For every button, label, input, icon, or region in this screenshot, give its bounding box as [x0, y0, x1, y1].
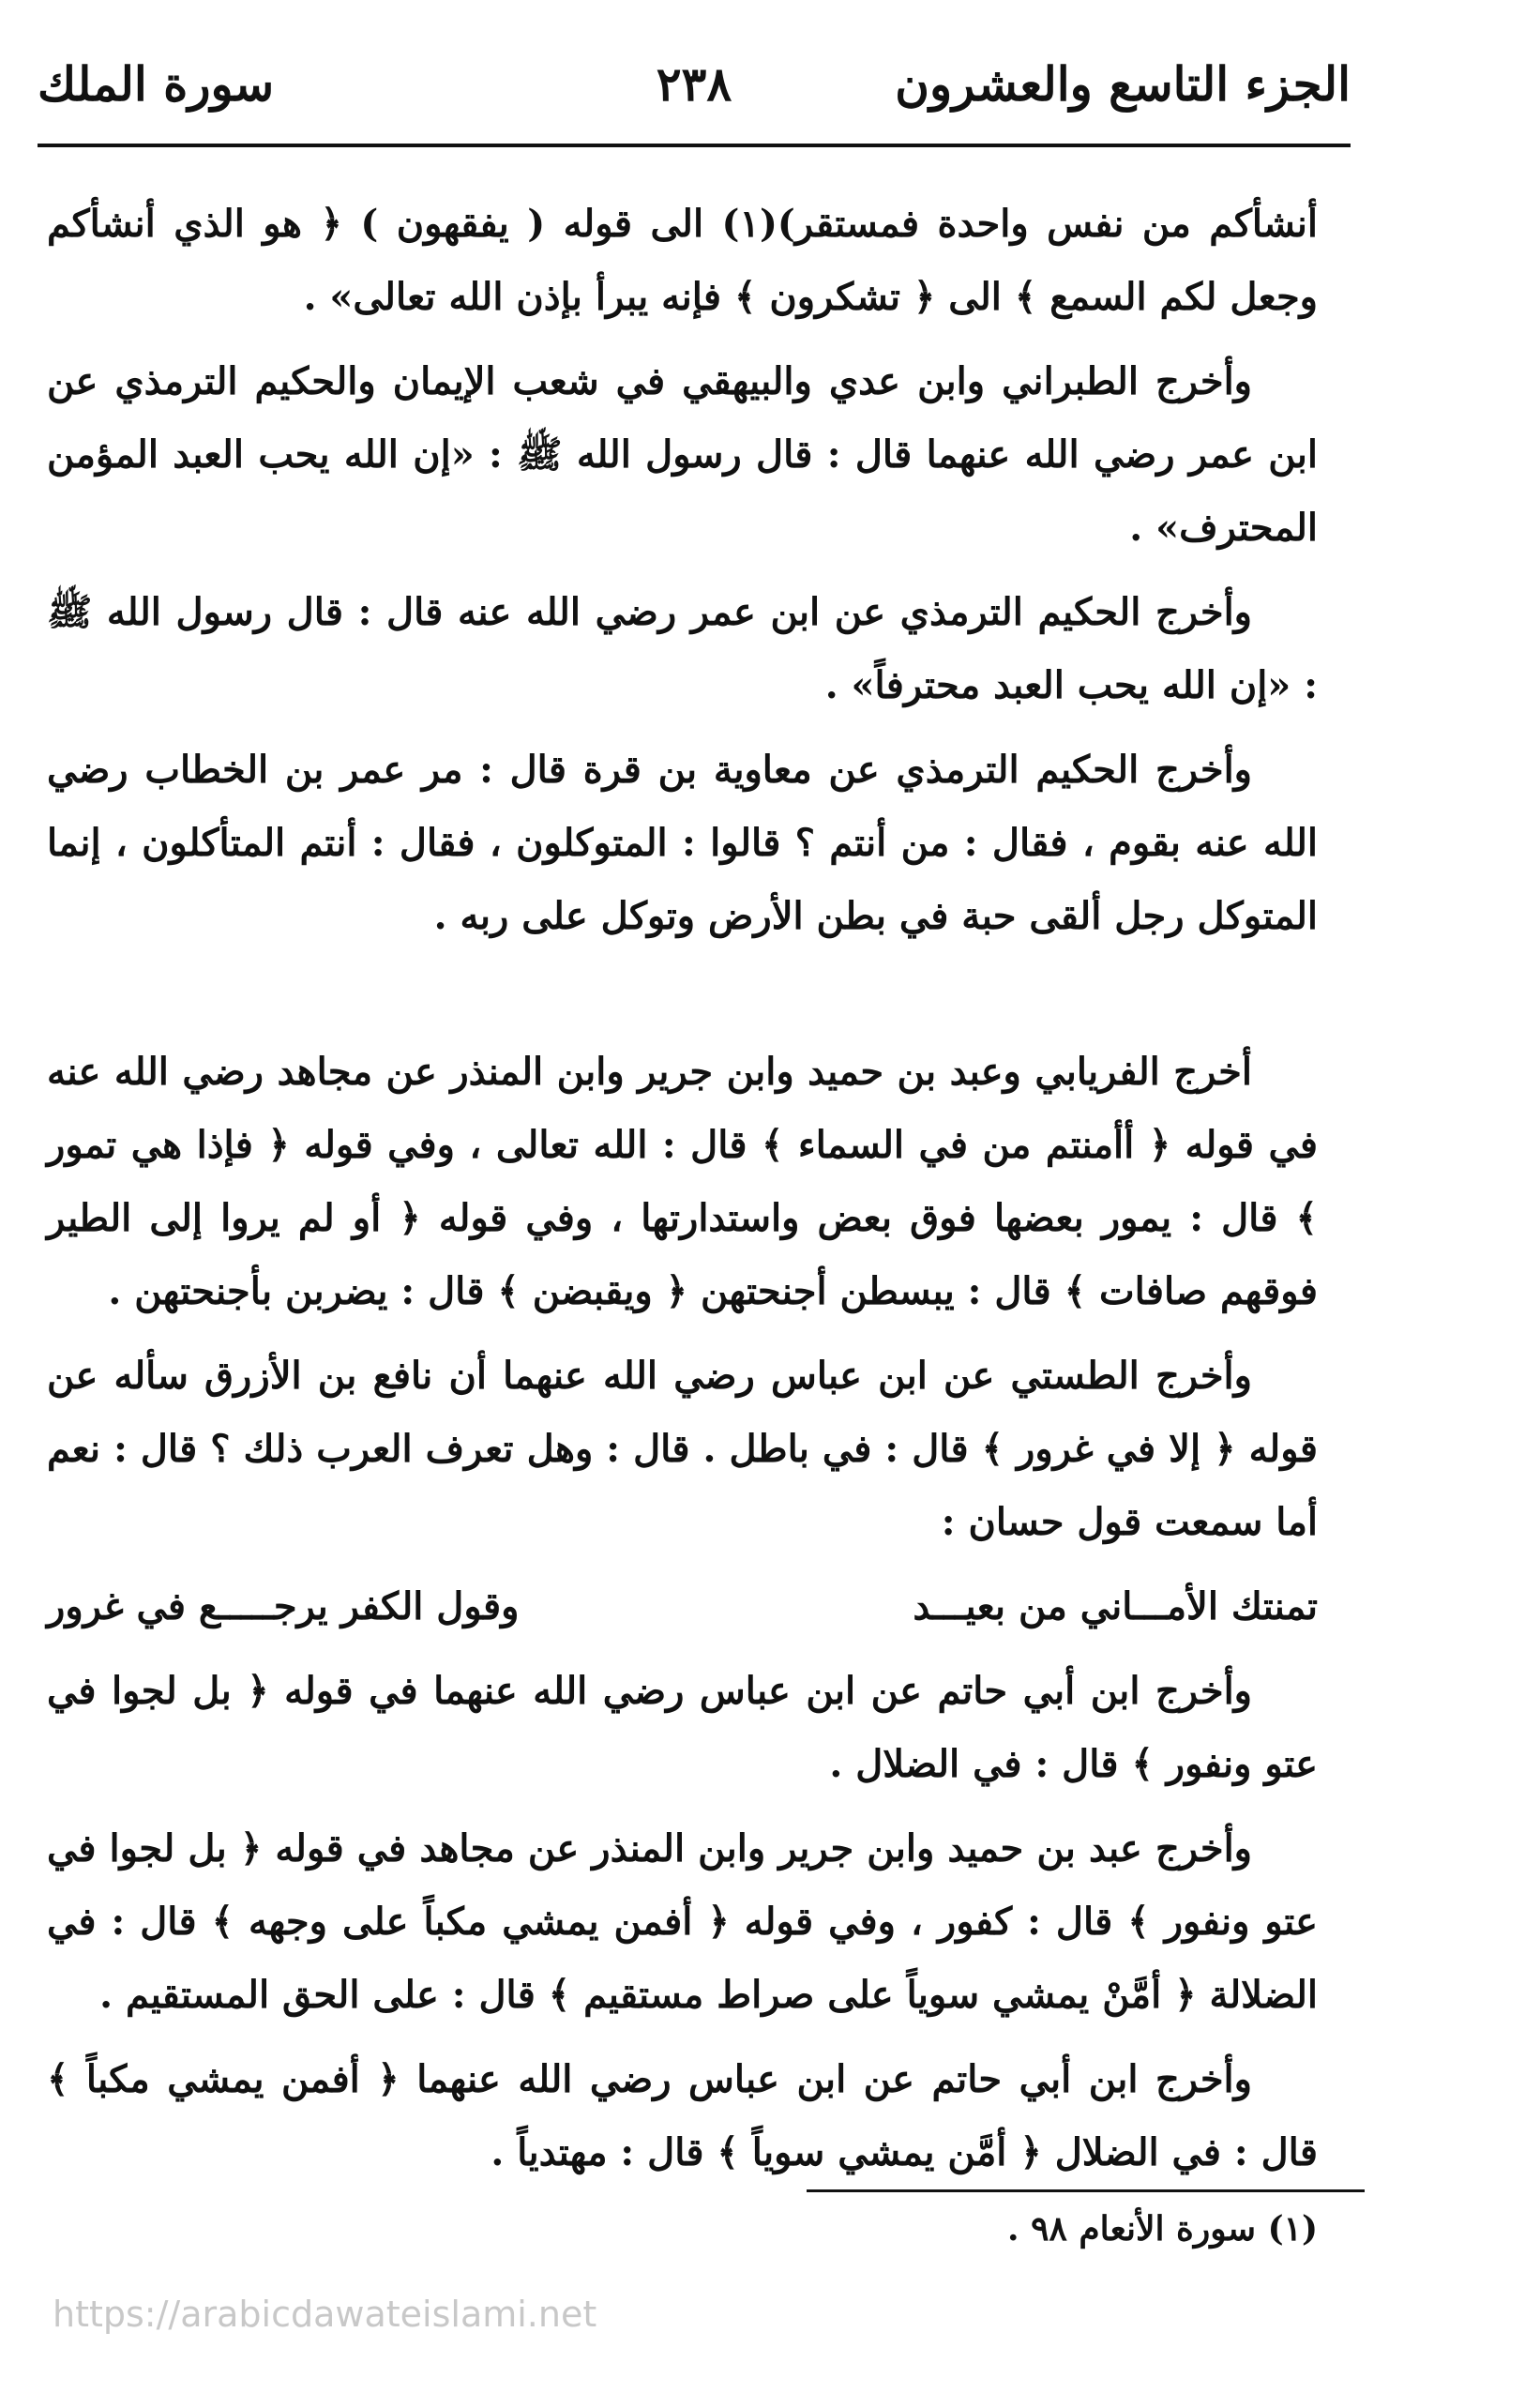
surah-title: سورة الملك	[38, 56, 275, 112]
watermark-url: https://arabicdawateislami.net	[53, 2294, 597, 2335]
paragraph: أخرج الفريابي وعبد بن حميد وابن جرير وابن المنذر عن مجاهد رضي الله عنه في قوله ﴿ أأمنتم من في السماء ﴾ قال : الله تعالى ، وفي قوله ﴿ فإذا هي تمور ﴾ قال : يمور بعضها فوق بعض واستدارتها ، وفي قوله ﴿ أو لم يروا إلى الطير فوقهم صافات ﴾ قال : يبسطن أجنحتهن ﴿ ويقبضن ﴾ قال : يضربن بأجنحتهن .	[47, 1050, 1318, 1313]
paragraph: وأخرج الطستي عن ابن عباس رضي الله عنهما أن نافع بن الأزرق سأله عن قوله ﴿ إلا في غرور ﴾ قال : في باطل . قال : وهل تعرف العرب ذلك ؟ قال : نعم أما سمعت قول حسان :	[47, 1354, 1318, 1544]
page-number: ٢٣٨	[656, 56, 732, 112]
footnote-divider	[807, 2189, 1365, 2192]
verse-first-hemistich: تمنتك الأمـــاني من بعيـــد	[913, 1584, 1318, 1628]
footnote: (١) سورة الأنعام ٩٨ .	[1007, 2209, 1318, 2249]
paragraph: وأخرج الطبراني وابن عدي والبيهقي في شعب الإيمان والحكيم الترمذي عن ابن عمر رضي الله عنهما قال : قال رسول الله ﷺ : «إن الله يحب العبد المؤمن المحترف» .	[47, 359, 1318, 550]
main-text	[47, 188, 1318, 2201]
paragraph: أنشأكم من نفس واحدة فمستقر)(١) الى قوله ( يفقهون ) ﴿ هو الذي أنشأكم وجعل لكم السمع ﴾ الى ﴿ تشكرون ﴾ فإنه يبرأ بإذن الله تعالى» .	[47, 202, 1318, 319]
paragraph: وأخرج الحكيم الترمذي عن معاوية بن قرة قال : مر عمر بن الخطاب رضي الله عنه بقوم ، فقال : من أنتم ؟ قالوا : المتوكلون ، فقال : أنتم المتأكلون ، إنما المتوكل رجل ألقى حبة في بطن الأرض وتوكل على ربه .	[47, 748, 1318, 938]
paragraph: وأخرج ابن أبي حاتم عن ابن عباس رضي الله عنهما في قوله ﴿ بل لجوا في عتو ونفور ﴾ قال : في الضلال .	[47, 1669, 1318, 1786]
paragraph: وأخرج عبد بن حميد وابن جرير وابن المنذر عن مجاهد في قوله ﴿ بل لجوا في عتو ونفور ﴾ قال : كفور ، وفي قوله ﴿ أفمن يمشي مكباً على وجهه ﴾ قال : في الضلالة ﴿ أمَّنْ يمشي سوياً على صراط مستقيم ﴾ قال : على الحق المستقيم .	[47, 1826, 1318, 2017]
paragraph: وأخرج ابن أبي حاتم عن ابن عباس رضي الله عنهما ﴿ أفمن يمشي مكباً ﴾ قال : في الضلال ﴿ أمَّن يمشي سوياً ﴾ قال : مهتدياً .	[47, 2057, 1318, 2174]
page-header	[38, 42, 1351, 127]
part-title: الجزء التاسع والعشرون	[895, 56, 1351, 112]
verse-second-hemistich: وقول الكفر يرجـــــع في غرور	[47, 1584, 520, 1628]
paragraph: وأخرج الحكيم الترمذي عن ابن عمر رضي الله عنه قال : قال رسول الله ﷺ : «إن الله يحب العبد محترفاً» .	[47, 590, 1318, 707]
header-divider	[38, 144, 1351, 147]
poetry-verse	[47, 1570, 1318, 1643]
